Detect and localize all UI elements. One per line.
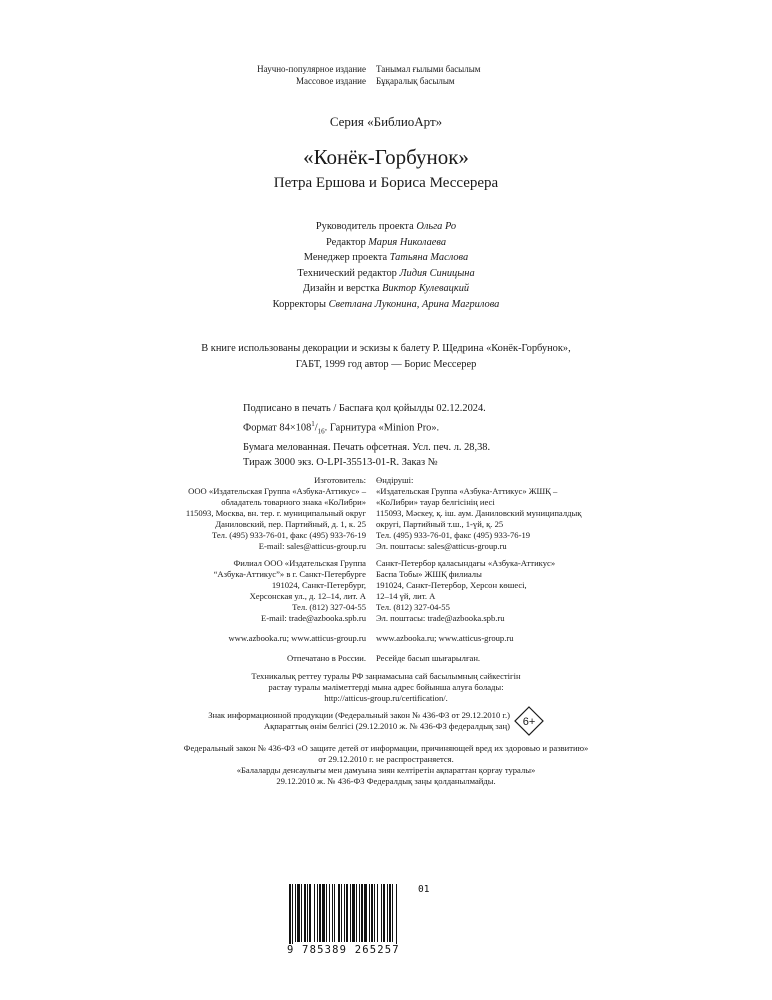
barcode-bar [359,884,360,942]
info-line: Эл. поштасы: sales@atticus-group.ru [376,541,507,551]
info-line: ООО «Издательская Группа «Азбука-Аттикус» – [188,486,366,496]
format-denominator: 16 [317,427,325,436]
barcode-bar [361,884,363,942]
isbn-digits: 9 785389 265257 [287,944,437,956]
format-numerator: 1 [311,419,315,428]
series-name: Серия «БиблиоАрт» [329,114,443,129]
format-prefix: Формат 84×108 [243,422,312,434]
print-run: Тираж 3000 экз. O-LPI-35513-01-R. Заказ № [243,457,438,469]
info-mark-line: Знак информационной продукции (Федеральный закон № 436-ФЗ от 29.12.2010 г.) [208,710,510,720]
info-line: E-mail: sales@atticus-group.ru [258,541,366,551]
decor-note-line: В книге использованы декорации и эскизы к балету Р. Щедрина «Конёк-Горбунок», [201,343,571,354]
edition-line: Научно-популярное издание [257,64,366,74]
credit-role: Технический редактор [297,267,397,279]
barcode-bar [301,884,302,942]
info-line: обладатель товарного знака «КоЛибри» [221,497,366,507]
info-line: Тел. (495) 933-76-01, факс (495) 933-76-19 [211,530,366,540]
barcode-bar [334,884,335,942]
book-title: «Конёк-Горбунок» [303,145,469,169]
credit-line [0,281,772,297]
credit-line [0,235,772,251]
credit-role: Корректоры [272,298,326,310]
edition-type-kz [376,64,576,87]
print-signed: Подписано в печать / Баспаға қол қойылды 02.12.2024. [243,403,486,414]
info-line: Изготовитель: [314,475,366,485]
credit-line [0,219,772,235]
info-line: “Азбука-Аттикус”» в г. Санкт-Петербурге [213,569,366,579]
credit-name: Ольга Ро [416,221,457,232]
info-line: 191024, Санкт-Петербург, [271,580,366,590]
publisher-info-ru [100,475,366,664]
info-product-mark [150,710,510,732]
barcode-bar [332,884,333,942]
barcode-addon: 01 [418,884,430,895]
format-suffix: . Гарнитура «Minion Pro». [324,422,440,434]
info-line: Санкт-Петербор қаласындағы «Азбука-Аттикус» [376,558,556,568]
barcode-bar [307,884,308,942]
age-rating-label: 6+ [522,716,536,728]
barcode-bar [346,884,348,942]
info-line: Тел. (812) 327-04-55 [376,602,450,612]
barcode-bar [389,884,391,942]
printed-in: Ресейде басып шығарылған. [376,653,481,663]
edition-line: Танымал ғылыми басылым [376,64,481,74]
tech-reg-line: http://atticus-group.ru/certification/. [324,693,448,703]
barcode-bar [309,884,311,942]
age-rating-badge [514,706,544,736]
info-line: Эл. поштасы: trade@azbooka.spb.ru [376,613,505,623]
decor-note-line: ГАБТ, 1999 год автор — Борис Мессерер [295,358,477,370]
barcode-bar [289,884,291,950]
barcode-bar [341,884,342,942]
barcode-bar [374,884,375,942]
info-line: 191024, Санкт-Петербор, Херсон көшесі, [376,580,527,590]
tech-reg-line: Техникалық реттеу туралы РФ заңнамасына сай басылымның сәйкестігін [251,671,521,681]
barcode-bar [344,884,345,942]
credit-name: Татьяна Маслова [389,252,469,264]
print-info [243,401,583,471]
barcode-bar [326,884,327,942]
info-line: E-mail: trade@azbooka.spb.ru [260,613,366,623]
barcode-bar [377,884,378,942]
credit-role: Редактор [325,236,366,248]
info-mark-line: Ақпараттық өнім белгісі (29.12.2010 ж. № 436-ФЗ федералдық заң) [263,721,510,731]
barcode-bar [396,884,397,950]
tech-regulation-note [0,671,772,704]
edition-type-ru [200,64,366,87]
credit-name: Виктор Кулевацкий [382,283,470,295]
info-line: Даниловский, пер. Партийный, д. 1, к. 25 [215,519,366,529]
info-line: Тел. (495) 933-76-01, факс (495) 933-76-19 [376,530,531,540]
print-format: Формат $84\times 108^1/_{16}$. Гарнитура «Minion Pro». [243,419,440,436]
info-line: 115093, Мәскеу, қ. іш. аум. Даниловский муниципалдық [376,508,582,518]
barcode-bar [356,884,357,942]
credit-line [0,266,772,282]
barcode-bar [364,884,367,942]
tech-reg-line: растау туралы мәліметтерді мына адрес бойынша алуға болады: [268,682,504,692]
barcode-bar [338,884,340,942]
credit-line [0,297,772,313]
website-links: www.azbooka.ru; www.atticus-group.ru [228,633,366,643]
credit-role: Дизайн и верстка [302,283,380,295]
federal-law-line: Федеральный закон № 436-ФЗ «О защите детей от информации, причиняющей вред их здоровью и развитию» [183,743,589,753]
credit-line [0,250,772,266]
federal-law-line: «Балаларды денсаулығы мен дамуына зиян келтіретін ақпараттан қорғау туралы» [236,765,536,775]
barcode-bar [383,884,385,942]
barcode-bar [350,884,351,942]
barcode-bar [329,884,330,942]
barcode-bar [381,884,382,942]
printed-in: Отпечатано в России. [286,653,366,663]
decor-note [0,341,772,372]
info-line: округі, Партийный т.ш., 1-үй, қ. 25 [376,519,504,529]
website-links: www.azbooka.ru; www.atticus-group.ru [376,633,514,643]
barcode-bar [369,884,370,942]
book-subtitle: Петра Ершова и Бориса Мессерера [273,175,499,191]
publisher-info-kz [376,475,656,664]
info-line: Баспа Тобы» ЖШҚ филиалы [376,569,482,579]
barcode-bar [352,884,355,942]
edition-line: Бұқаралық басылым [376,75,455,86]
barcode-bar [292,884,293,950]
info-line: Херсонская ул., д. 12–14, лит. А [249,591,366,601]
credit-role: Менеджер проекта [303,252,388,264]
credit-name: Мария Николаева [368,236,447,248]
federal-law-note [0,743,772,787]
barcode-bar [295,884,296,942]
barcode-bar [371,884,373,942]
info-line: 115093, Москва, вн. тер. г. муниципальный округ [185,508,366,518]
federal-law-line: от 29.12.2010 г. не распространяется. [318,754,454,764]
print-paper: Бумага мелованная. Печать офсетная. Усл. печ. л. 28,38. [243,441,491,453]
info-line: Тел. (812) 327-04-55 [292,602,366,612]
barcode-bar [392,884,393,942]
barcode-bar [322,884,325,942]
info-line: Филиал ООО «Издательская Группа [233,558,366,568]
credit-name: Лидия Синицына [399,267,475,279]
info-line: Өндіруші: [376,475,414,485]
barcode-bar [304,884,306,942]
barcode-bar [319,884,321,942]
barcode-bar [297,884,300,942]
info-line: «Издательская Группа «Азбука-Аттикус» ЖШҚ – [376,486,558,496]
edition-line: Массовое издание [296,75,366,86]
credits-list [0,219,772,313]
info-line: 12–14 үй, лит. А [376,591,436,601]
barcode-bar [314,884,315,942]
credit-role: Руководитель проекта [315,221,414,232]
barcode-bar [387,884,388,942]
barcode-bar [317,884,318,942]
credit-name: Светлана Луконина, Арина Магрилова [328,298,500,310]
federal-law-line: 29.12.2010 ж. № 436-ФЗ Федералдық заңы қолданылмайды. [276,776,496,786]
info-line: «КоЛибри» тауар белгісінің иесі [376,497,495,507]
